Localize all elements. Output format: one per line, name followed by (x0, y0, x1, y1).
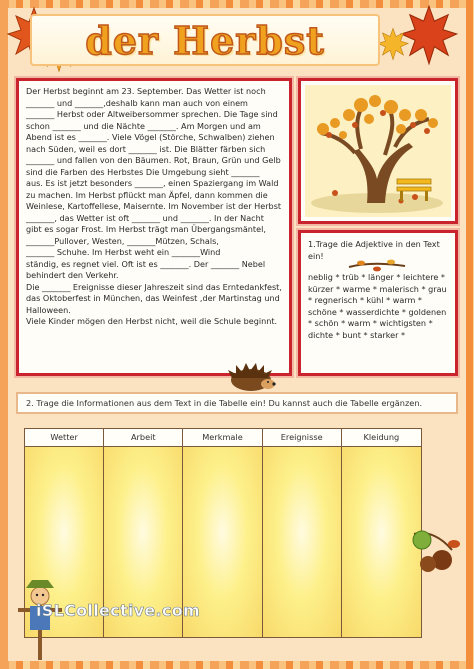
story-line: Weinlese, Kartoffellese, Maisernte. Im November ist der Herbst (26, 201, 282, 211)
chestnut-icon (408, 520, 464, 576)
hedgehog-icon (226, 362, 276, 392)
story-line: zu machen. Im Herbst pflückt man Äpfel, dann kommen die (26, 189, 268, 200)
story-line: schon _______ und die Nächte _______. Am Morgen und am (26, 120, 261, 131)
page-title: der Herbst (85, 17, 325, 63)
task2-text: 2. Trage die Informationen aus dem Text in die Tabelle ein! Du kannst auch die Tabelle ergänzen. (26, 398, 423, 408)
tree-image-box (298, 78, 458, 224)
story-line: Abend ist es _______. Viele Vögel (Störche, Schwalben) ziehen (26, 132, 275, 142)
story-line: _______ und _______,deshalb kann man auch von einem (26, 97, 248, 108)
story-text-box (16, 78, 292, 376)
story-line: Halloween. (26, 304, 71, 315)
story-line: _______Pullover, Westen, _______Mützen, Schals, (26, 235, 219, 246)
story-line: ständig, es regnet viel. Oft ist es _______. Der _______ Nebel (26, 258, 266, 269)
story-line: behindert den Verkehr. (26, 270, 119, 280)
table-header-merkmale: Merkmale (183, 429, 262, 447)
story-line: _______, das Wetter ist oft _______ und _______. In der Nacht (26, 212, 264, 223)
story-line: _______ Schuhe. Im Herbst weht ein _______Wind (26, 247, 221, 257)
story-line: nach Süden, weil es dort _______ ist. Die Blätter färben sich (26, 143, 266, 154)
story-line: Der Herbst beginnt am 23. September. Das Wetter ist noch (26, 86, 266, 96)
task2-instruction (16, 392, 458, 414)
table-cell-ereignisse[interactable] (263, 447, 342, 637)
story-line: gibt es sogar Frost. Im Herbst trägt man Übergangsmäntel, (26, 224, 266, 234)
maple-leaf-icon (376, 26, 410, 62)
story-line: sind die Farben des Herbstes Die Umgebung sieht _______ (26, 166, 260, 177)
title-banner (30, 14, 380, 66)
story-line: aus. Es ist jetzt besonders _______, einen Spaziergang im Wald (26, 178, 279, 188)
autumn-tree-image (305, 85, 451, 217)
table-header-kleidung: Kleidung (342, 429, 421, 447)
table-header-ereignisse: Ereignisse (263, 429, 342, 447)
story-line: Viele Kinder mögen den Herbst nicht, weil die Schule beginnt. (26, 316, 278, 326)
adjectives-list: neblig * trüb * länger * leichtere * kürzer * warme * malerisch * grau * regnerisch * kühl * warm * schöne * wasserdichte * goldenen * schön * warm * wichtigsten * dichte * bunt * starker * (308, 272, 447, 340)
story-line: Die _______ Ereignisse dieser Jahreszeit sind das Erntedankfest, (26, 281, 282, 292)
branch-icon (347, 257, 407, 273)
tree-icon (305, 85, 451, 217)
adjectives-box (298, 230, 458, 376)
adjectives-task: 1.Trage die Adjektive in den Text ein! (308, 239, 440, 261)
watermark-text: iSLCollective.com (36, 601, 200, 620)
story-line: _______ und fallen von den Bäumen. Rot, Braun, Grün und Gelb (26, 155, 281, 165)
story-line: das Oktoberfest in München, das Weinfest ,der Martinstag und (26, 293, 280, 303)
table-header-wetter: Wetter (25, 429, 104, 447)
table-header-arbeit: Arbeit (104, 429, 183, 447)
story-line: _______ Herbst oder Altweibersommer sprechen. Die Tage sind (26, 109, 278, 119)
